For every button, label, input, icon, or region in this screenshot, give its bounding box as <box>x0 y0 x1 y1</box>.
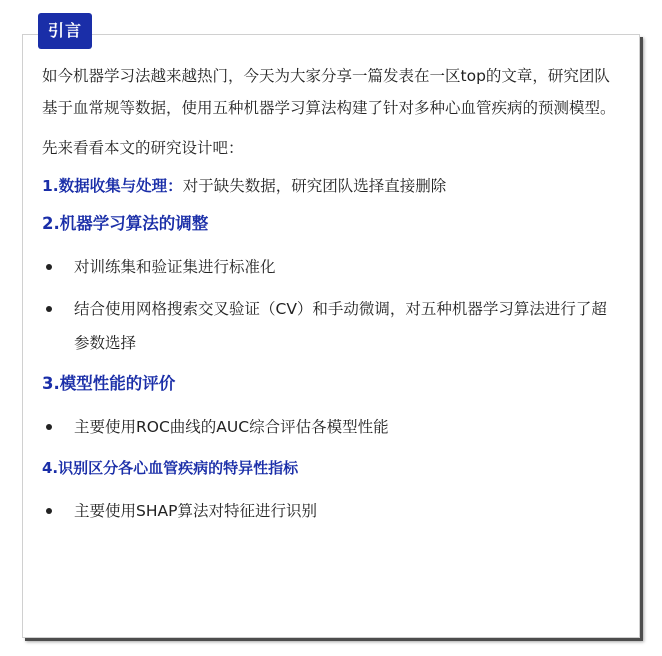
section-4-heading: 4.识别区分各心血管疾病的特异性指标 <box>42 459 299 477</box>
intro-paragraph: 如今机器学习法越来越热门，今天为大家分享一篇发表在一区top的文章，研究团队基于血常规等数据，使用五种机器学习算法构建了针对多种心血管疾病的预测模型。 <box>42 67 616 117</box>
section-4-list <box>42 494 622 528</box>
list-item: 主要使用SHAP算法对特征进行识别 <box>42 494 622 528</box>
list-item: 对训练集和验证集进行标准化 <box>42 250 622 284</box>
design-intro: 先来看看本文的研究设计吧： <box>42 139 244 157</box>
section-3-heading: 3.模型性能的评价 <box>42 374 176 393</box>
list-item: 结合使用网格搜索交叉验证（CV）和手动微调，对五种机器学习算法进行了超参数选择 <box>42 292 622 360</box>
section-3-list <box>42 410 622 444</box>
section-1 <box>42 170 622 202</box>
list-item: 主要使用ROC曲线的AUC综合评估各模型性能 <box>42 410 622 444</box>
section-2-list <box>42 250 622 360</box>
intro-tag: 引言 <box>38 13 92 49</box>
section-1-heading: 1.数据收集与处理： <box>42 177 183 195</box>
section-1-text: 对于缺失数据，研究团队选择直接删除 <box>182 177 447 195</box>
article-content <box>42 60 622 536</box>
section-2-heading: 2.机器学习算法的调整 <box>42 214 209 233</box>
